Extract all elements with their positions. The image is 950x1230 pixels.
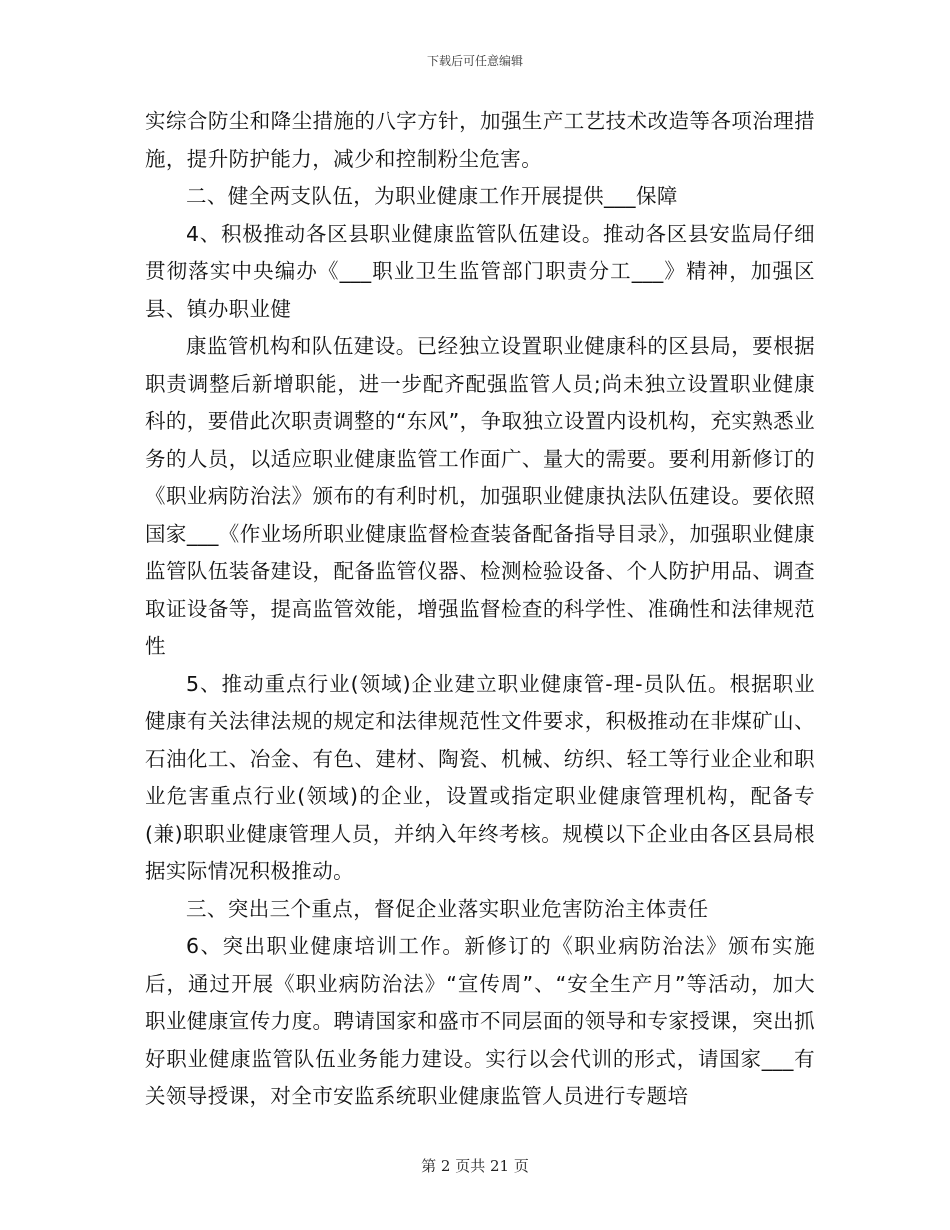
paragraph-item-4-continued: 康监管机构和队伍建设。已经独立设置职业健康科的区县局，要根据职责调整后新增职能，进一步配齐配强监管人员;尚未独立设置职业健康科的，要借此次职责调整的“东风”，争取独立设置内设机构，充实熟悉业务的人员，以适应职业健康监管工作面广、量大的需要。要利用新修订的《职业病防治法》颁布的有利时机，加强职业健康执法队伍建设。要依照国家___《作业场所职业健康监督检查装备配备指导目录》，加强职业健康监管队伍装备建设，配备监管仪器、检测检验设备、个人防护用品、调查取证设备等，提高监管效能，增强监督检查的科学性、准确性和法律规范性 — [145, 334, 815, 658]
paragraph-item-5: 5、推动重点行业(领域)企业建立职业健康管-理-员队伍。根据职业健康有关法律法规的规定和法律规范性文件要求，积极推动在非煤矿山、石油化工、冶金、有色、建材、陶瓷、机械、纺织、轻工等行业企业和职业危害重点行业(领域)的企业，设置或指定职业健康管理机构，配备专(兼)职职业健康管理人员，并纳入年终考核。规模以下企业由各区县局根据实际情况积极推动。 — [145, 671, 815, 883]
paragraph-item-4: 4、积极推动各区县职业健康监管队伍建设。推动各区县安监局仔细贯彻落实中央编办《___职业卫生监管部门职责分工___》精神，加强区县、镇办职业健 — [145, 221, 815, 321]
page-header: 下载后可任意编辑 — [426, 54, 523, 68]
document-body — [145, 103, 815, 1116]
paragraph-item-6: 6、突出职业健康培训工作。新修订的《职业病防治法》颁布实施后，通过开展《职业病防治法》“宣传周”、“安全生产月”等活动，加大职业健康宣传力度。聘请国家和盛市不同层面的领导和专家授课，突出抓好职业健康监管队伍业务能力建设。实行以会代训的形式，请国家___有关领导授课，对全市安监系统职业健康监管人员进行专题培 — [145, 934, 815, 1108]
section-heading-3: 三、突出三个重点，督促企业落实职业危害防治主体责任 — [186, 896, 709, 921]
page-footer: 第 2 页共 21 页 — [421, 1157, 529, 1175]
section-heading-2: 二、健全两支队伍，为职业健康工作开展提供___保障 — [186, 184, 678, 208]
paragraph-1: 实综合防尘和降尘措施的八字方针，加强生产工艺技术改造等各项治理措施，提升防护能力，减少和控制粉尘危害。 — [145, 109, 815, 171]
